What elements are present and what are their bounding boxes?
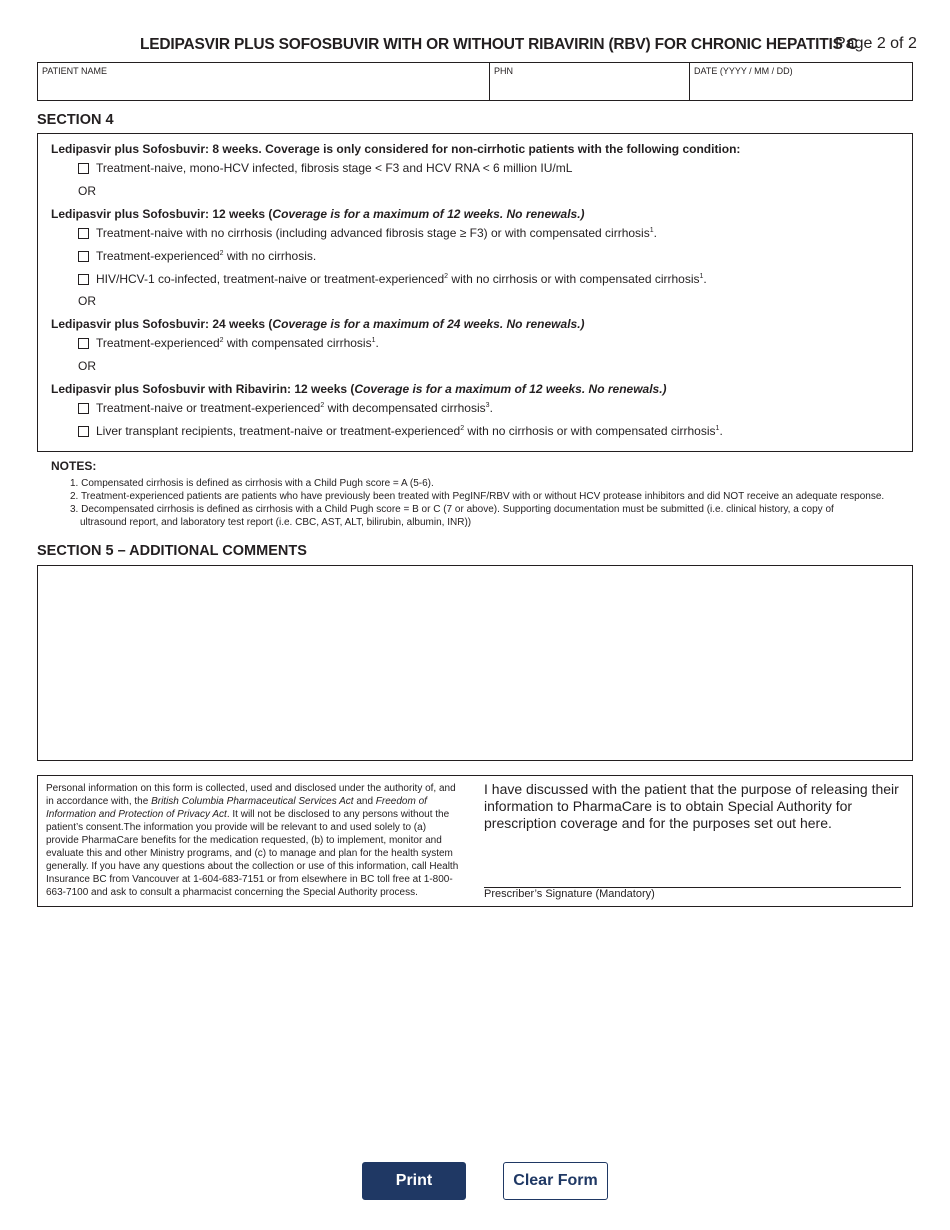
privacy-notice: Personal information on this form is collected, used and disclosed under the authority of, and in accordance with, the British Columbia Pharmaceutical Services Act and Freedom of Information and Protection of Privacy Act. It will not be disclosed to any persons without the patient’s consent.The information you provide will be relevant to and used solely to (a) provide PharmaCare benefits for the medication requested, (b) to implement, monitor and evaluate this and other Ministry programs, and (c) to manage and plan for the health system generally. If you have any questions about the collection or use of this information, call Health Insurance BC from Vancouver at 1-604-683-7151 or from elsewhere in BC toll free at 1-800-663-7100 and ask to consult a pharmacist concerning the Special Authority process. bbox=[46, 783, 459, 898]
group3-heading-text: Ledipasvir plus Sofosbuvir: 24 weeks ( bbox=[51, 317, 273, 331]
section-5-title: SECTION 5 – ADDITIONAL COMMENTS bbox=[37, 543, 307, 559]
group4-heading-italic: Coverage is for a maximum of 12 weeks. No renewals.) bbox=[354, 382, 667, 396]
group1-option-1-checkbox[interactable] bbox=[78, 163, 89, 174]
group2-option-1-checkbox[interactable] bbox=[78, 228, 89, 239]
group2-option-2 bbox=[78, 249, 316, 263]
phn-cell bbox=[490, 63, 690, 100]
group2-heading-italic: Coverage is for a maximum of 12 weeks. No renewals.) bbox=[272, 207, 585, 221]
or-separator-1: OR bbox=[78, 184, 96, 198]
group4-option-2-label: Liver transplant recipients, treatment-naive or treatment-experienced$^2$ with no cirrhosis or with compensated cirrhosis$^1$. bbox=[96, 424, 723, 438]
group2-option-1 bbox=[78, 226, 657, 240]
clear-form-button[interactable]: Clear Form bbox=[503, 1162, 608, 1200]
patient-info-row bbox=[37, 62, 913, 101]
group4-option-1 bbox=[78, 401, 493, 415]
group4-option-1-checkbox[interactable] bbox=[78, 403, 89, 414]
date-input[interactable] bbox=[694, 78, 908, 96]
signature-label: Prescriber’s Signature (Mandatory) bbox=[484, 888, 655, 900]
group2-option-1-label: Treatment-naive with no cirrhosis (including advanced fibrosis stage ≥ F3) or with compensated cirrhosis$^1$. bbox=[96, 226, 657, 240]
group2-option-3 bbox=[78, 272, 707, 286]
or-separator-2: OR bbox=[78, 294, 96, 308]
group4-heading bbox=[51, 382, 667, 396]
consent-statement: I have discussed with the patient that the purpose of releasing their information to PharmaCare is to obtain Special Authority for prescription coverage and for the purposes set out here. bbox=[484, 781, 899, 831]
act-2-name: Freedom of Information and Protection of Privacy Act bbox=[46, 796, 427, 820]
group3-heading-italic: Coverage is for a maximum of 24 weeks. No renewals.) bbox=[272, 317, 585, 331]
group3-heading bbox=[51, 317, 585, 331]
note-1: 1. Compensated cirrhosis is defined as cirrhosis with a Child Pugh score = A (5-6). bbox=[70, 478, 434, 489]
patient-name-cell bbox=[38, 63, 490, 100]
group3-option-1-checkbox[interactable] bbox=[78, 338, 89, 349]
group2-option-2-label: Treatment-experienced$^2$ with no cirrhosis. bbox=[96, 249, 317, 263]
group4-option-2 bbox=[78, 424, 723, 438]
date-cell bbox=[690, 63, 912, 100]
date-label: DATE (YYYY / MM / DD) bbox=[694, 66, 793, 76]
phn-label: PHN bbox=[494, 66, 514, 76]
group4-heading-text: Ledipasvir plus Sofosbuvir with Ribavirin: 12 weeks ( bbox=[51, 382, 355, 396]
group1-heading: Ledipasvir plus Sofosbuvir: 8 weeks. Coverage is only considered for non-cirrhotic patients with the following condition: bbox=[51, 142, 741, 156]
form-title: LEDIPASVIR PLUS SOFOSBUVIR WITH OR WITHOUT RIBAVIRIN (RBV) FOR CHRONIC HEPATITIS C bbox=[140, 36, 858, 53]
page-number: Page 2 of 2 bbox=[835, 35, 917, 52]
group1-option-1 bbox=[78, 161, 572, 175]
group2-heading bbox=[51, 207, 585, 221]
notes-list bbox=[70, 477, 884, 529]
note-3: 3. Decompensated cirrhosis is defined as cirrhosis with a Child Pugh score = B or C (7 or above). Supporting documentation must be submitted (i.e. clinical history, a copy of bbox=[70, 504, 834, 515]
note-3-continued: ultrasound report, and laboratory test report (i.e. CBC, AST, ALT, bilirubin, albumin, INR)) bbox=[80, 517, 472, 528]
section-4-title: SECTION 4 bbox=[37, 112, 114, 128]
patient-name-label: PATIENT NAME bbox=[42, 66, 108, 76]
group4-option-2-checkbox[interactable] bbox=[78, 426, 89, 437]
group1-option-1-label: Treatment-naive, mono-HCV infected, fibrosis stage < F3 and HCV RNA < 6 million IU/mL bbox=[96, 161, 573, 175]
group3-option-1 bbox=[78, 336, 379, 350]
patient-name-input[interactable] bbox=[42, 78, 485, 96]
group4-option-1-label: Treatment-naive or treatment-experienced$^2$ with decompensated cirrhosis$^3$. bbox=[96, 401, 493, 415]
group2-option-3-label: HIV/HCV-1 co-infected, treatment-naive or treatment-experienced$^2$ with no cirrhosis or with compensated cirrhosis$^1$. bbox=[96, 272, 707, 286]
group2-option-3-checkbox[interactable] bbox=[78, 274, 89, 285]
note-2: 2. Treatment-experienced patients are patients who have previously been treated with PegINF/RBV with or without HCV protease inhibitors and did NOT receive an adequate response. bbox=[70, 491, 885, 502]
group2-option-2-checkbox[interactable] bbox=[78, 251, 89, 262]
notes-title: NOTES: bbox=[51, 459, 97, 473]
print-button[interactable]: Print bbox=[362, 1162, 466, 1200]
group2-heading-text: Ledipasvir plus Sofosbuvir: 12 weeks ( bbox=[51, 207, 273, 221]
act-1-name: British Columbia Pharmaceutical Services Act bbox=[151, 796, 354, 807]
group3-option-1-label: Treatment-experienced$^2$ with compensated cirrhosis$^1$. bbox=[96, 336, 379, 350]
phn-input[interactable] bbox=[494, 78, 685, 96]
or-separator-3: OR bbox=[78, 359, 96, 373]
additional-comments-textarea[interactable] bbox=[37, 565, 913, 761]
